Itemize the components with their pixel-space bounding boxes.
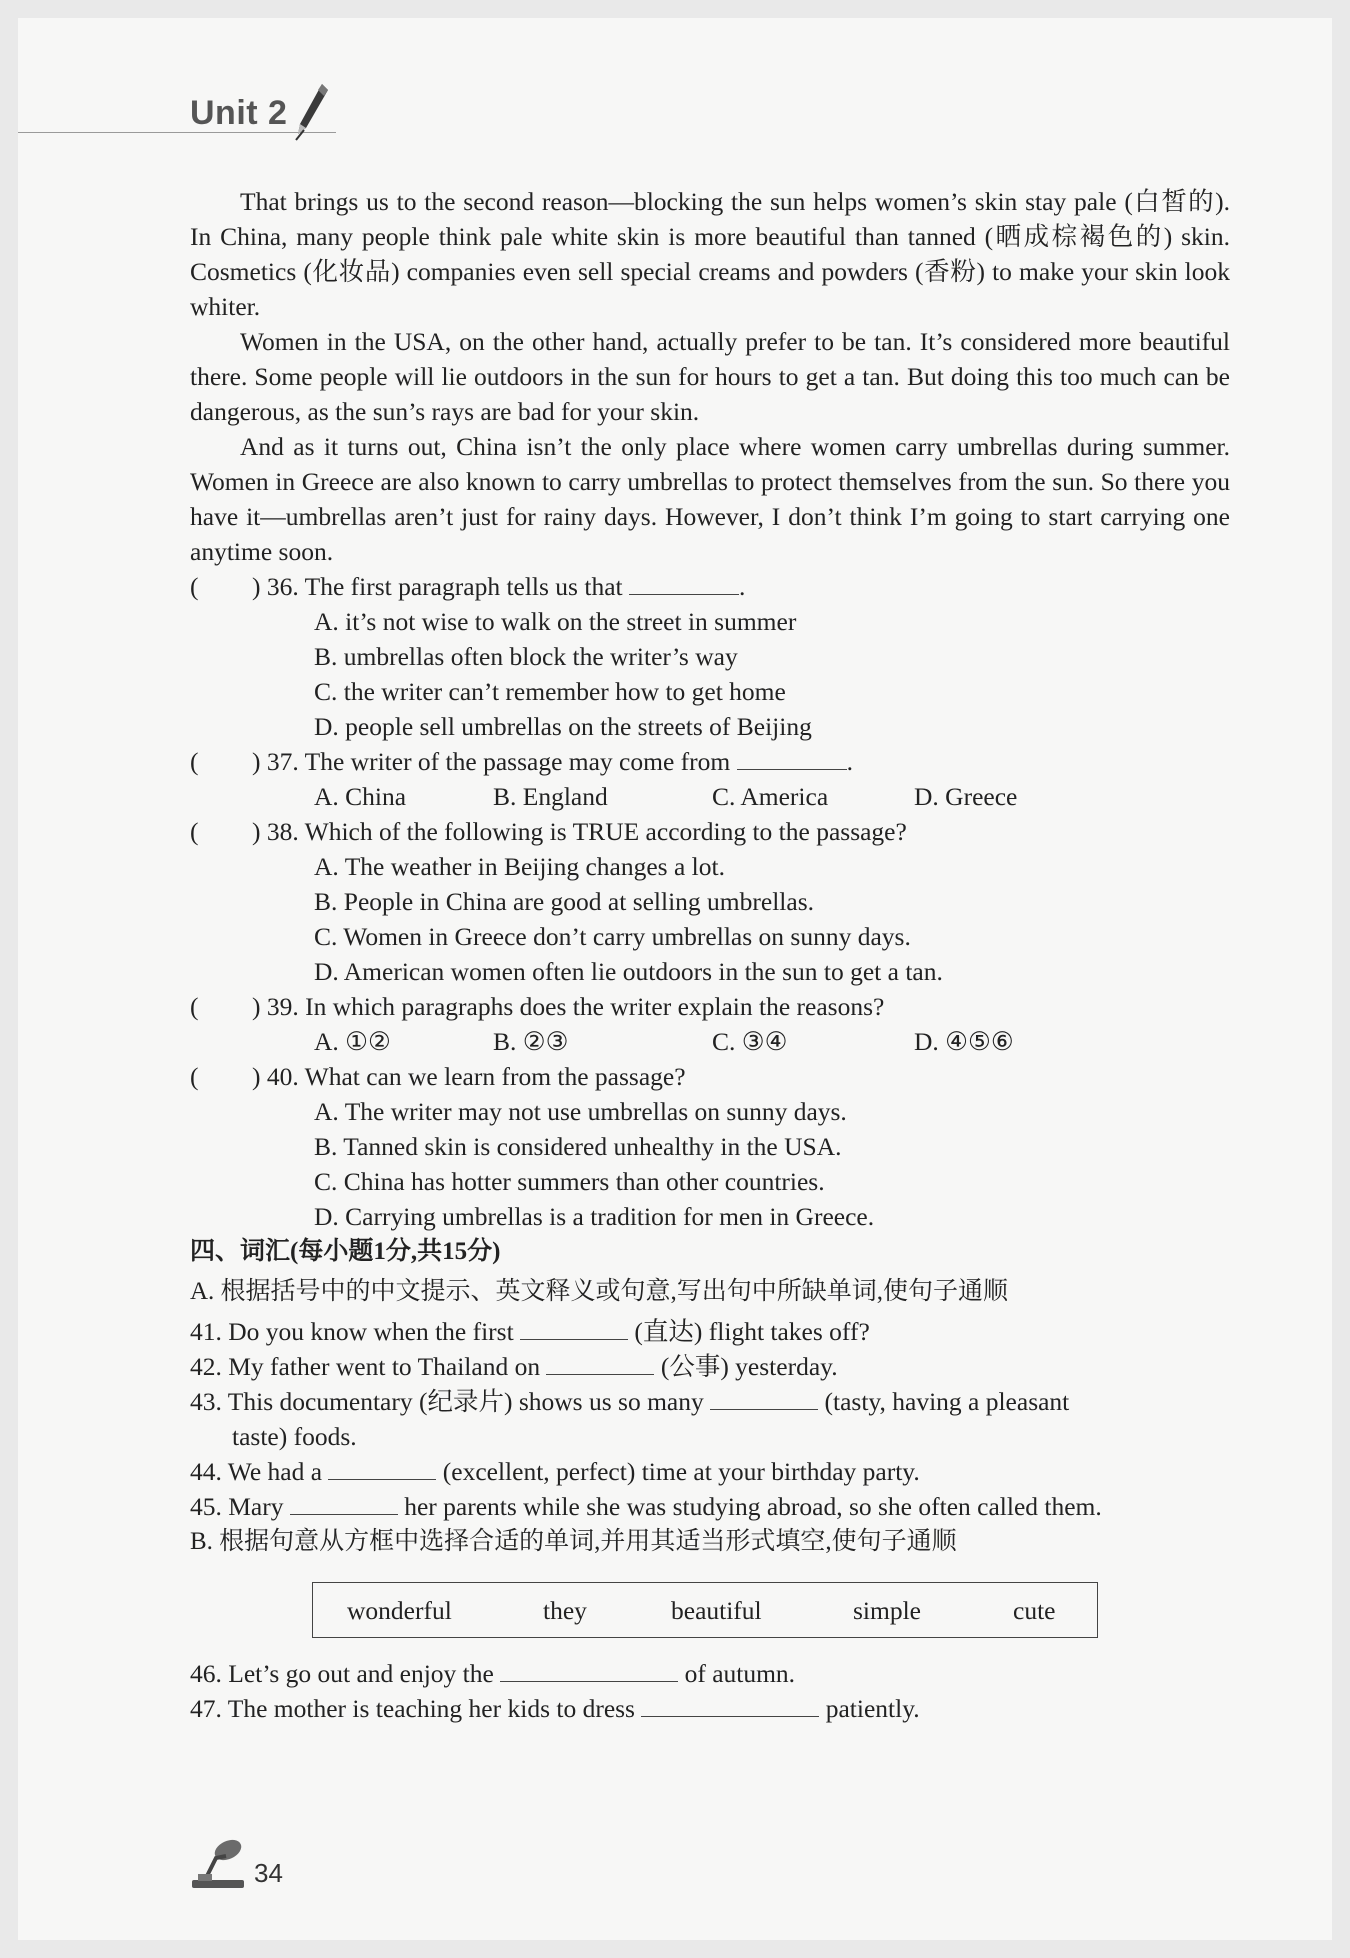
header-rule xyxy=(18,132,336,133)
question-36 xyxy=(190,569,1230,604)
passage-paragraph: Women in the USA, on the other hand, actually prefer to be tan. It’s considered more beautiful there. Some people will lie outdoors in the sun for hours to get a tan. But doing this too much can be dangerous, as the sun’s rays are bad for your skin. xyxy=(190,327,1230,426)
answer-paren[interactable]: ( xyxy=(190,817,199,846)
option-a: A. it’s not wise to walk on the street in summer xyxy=(314,607,797,636)
answer-paren[interactable]: ( xyxy=(190,747,199,776)
item-43-continuation: taste) foods. xyxy=(232,1422,357,1451)
part-b-instruction: B. 根据句意从方框中选择合适的单词,并用其适当形式填空,使句子通顺 xyxy=(190,1528,957,1555)
answer-blank[interactable] xyxy=(629,570,739,595)
option-b: B. England xyxy=(493,782,608,811)
option-c: C. Women in Greece don’t carry umbrellas on sunny days. xyxy=(314,922,911,951)
answer-blank[interactable] xyxy=(520,1315,628,1340)
item-text: 47. The mother is teaching her kids to dress xyxy=(190,1694,635,1723)
item-41 xyxy=(190,1314,1230,1349)
item-hint: (公事) yesterday. xyxy=(660,1352,838,1381)
word-box-item: wonderful xyxy=(347,1596,452,1625)
page-number: 34 xyxy=(254,1858,283,1888)
question-end: . xyxy=(846,747,853,776)
question-37 xyxy=(190,744,1230,779)
option-c: C. America xyxy=(712,782,829,811)
desk-lamp-icon xyxy=(190,1836,250,1890)
part-a-instruction: A. 根据括号中的中文提示、英文释义或句意,写出句中所缺单词,使句子通顺 xyxy=(190,1278,1009,1305)
unit-title: Unit 2 xyxy=(190,94,288,132)
question-text: ) 36. The first paragraph tells us that xyxy=(252,572,623,601)
question-end: . xyxy=(738,572,746,601)
option-d: D. Carrying umbrellas is a tradition for men in Greece. xyxy=(314,1202,875,1231)
item-46 xyxy=(190,1656,1230,1691)
item-text: 43. This documentary (纪录片) shows us so many xyxy=(190,1387,704,1416)
option-c: C. ③④ xyxy=(712,1027,788,1056)
question-text: ) 38. Which of the following is TRUE according to the passage? xyxy=(252,817,907,846)
answer-paren[interactable]: ( xyxy=(190,1062,199,1091)
option-b: B. ②③ xyxy=(493,1027,569,1056)
pen-icon xyxy=(294,82,330,142)
question-39 xyxy=(190,989,1230,1024)
word-box-item: simple xyxy=(853,1596,921,1625)
answer-paren[interactable]: ( xyxy=(190,572,199,601)
item-text: 41. Do you know when the first xyxy=(190,1317,514,1346)
item-43 xyxy=(190,1384,1230,1419)
section-title: 四、词汇(每小题1分,共15分) xyxy=(190,1238,501,1265)
word-box-item: they xyxy=(543,1596,587,1625)
item-hint: patiently. xyxy=(825,1694,920,1723)
item-hint: of autumn. xyxy=(684,1659,796,1688)
answer-blank[interactable] xyxy=(737,745,847,770)
option-b: B. People in China are good at selling umbrellas. xyxy=(314,887,814,916)
item-hint: (excellent, perfect) time at your birthday party. xyxy=(442,1457,920,1486)
answer-blank[interactable] xyxy=(546,1350,654,1375)
option-c: C. the writer can’t remember how to get home xyxy=(314,677,786,706)
options-row xyxy=(190,1024,1230,1059)
item-44 xyxy=(190,1454,1230,1489)
item-text: 42. My father went to Thailand on xyxy=(190,1352,541,1381)
page-content xyxy=(190,184,1230,1726)
question-38 xyxy=(190,814,1230,849)
option-d: D. ④⑤⑥ xyxy=(914,1027,1014,1056)
answer-paren[interactable]: ( xyxy=(190,992,199,1021)
item-hint: (直达) flight takes off? xyxy=(634,1317,870,1346)
question-text: ) 37. The writer of the passage may come from xyxy=(252,747,731,776)
passage-paragraph: That brings us to the second reason—blocking the sun helps women’s skin stay pale (白皙的). In China, many people think pale white skin is more beautiful than tanned (晒成棕褐色的) skin. Cosmetics (化妆品) companies even sell special creams and powders (香粉) to make your skin look whiter. xyxy=(190,187,1230,321)
item-text: 45. Mary xyxy=(190,1492,284,1521)
item-42 xyxy=(190,1349,1230,1384)
word-box-item: beautiful xyxy=(671,1596,762,1625)
question-text: ) 40. What can we learn from the passage? xyxy=(252,1062,686,1091)
question-text: ) 39. In which paragraphs does the writer explain the reasons? xyxy=(252,992,885,1021)
option-b: B. Tanned skin is considered unhealthy in the USA. xyxy=(314,1132,842,1161)
item-text: 46. Let’s go out and enjoy the xyxy=(190,1659,494,1688)
word-box xyxy=(312,1582,1098,1638)
workbook-page xyxy=(18,18,1332,1940)
option-b: B. umbrellas often block the writer’s way xyxy=(314,642,738,671)
item-hint: (tasty, having a pleasant xyxy=(824,1387,1070,1416)
passage-paragraph: And as it turns out, China isn’t the only place where women carry umbrellas during summer. Women in Greece are also known to carry umbrellas to protect themselves from the sun. So there you have it—umbrellas aren’t just for rainy days. However, I don’t think I’m going to start carrying one anytime soon. xyxy=(190,432,1230,566)
answer-blank[interactable] xyxy=(290,1490,398,1515)
option-d: D. American women often lie outdoors in the sun to get a tan. xyxy=(314,957,943,986)
answer-blank[interactable] xyxy=(641,1692,819,1717)
option-a: A. The weather in Beijing changes a lot. xyxy=(314,852,725,881)
option-a: A. ①② xyxy=(314,1027,391,1056)
option-a: A. The writer may not use umbrellas on sunny days. xyxy=(314,1097,847,1126)
option-d: D. Greece xyxy=(914,782,1018,811)
option-a: A. China xyxy=(314,782,407,811)
options-row xyxy=(190,779,1230,814)
option-c: C. China has hotter summers than other countries. xyxy=(314,1167,825,1196)
answer-blank[interactable] xyxy=(710,1385,818,1410)
question-40 xyxy=(190,1059,1230,1094)
word-box-item: cute xyxy=(1013,1596,1056,1625)
item-hint: her parents while she was studying abroad, so she often called them. xyxy=(404,1492,1102,1521)
item-47 xyxy=(190,1691,1230,1726)
item-text: 44. We had a xyxy=(190,1457,323,1486)
item-45 xyxy=(190,1489,1230,1524)
option-d: D. people sell umbrellas on the streets of Beijing xyxy=(314,712,812,741)
answer-blank[interactable] xyxy=(500,1657,678,1682)
answer-blank[interactable] xyxy=(328,1455,436,1480)
